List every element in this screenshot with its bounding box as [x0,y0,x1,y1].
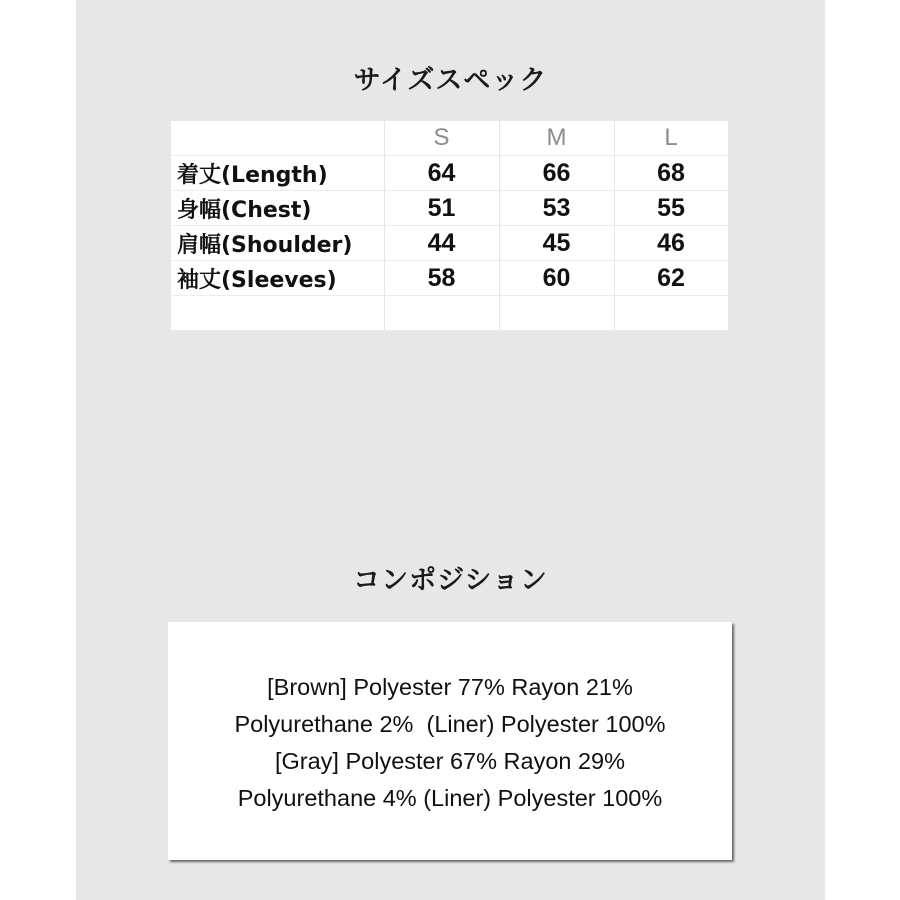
size-header-m: M [499,121,614,156]
table-cell: 66 [499,156,614,191]
empty-cell [171,296,384,331]
composition-line: [Gray] Polyester 67% Rayon 29% [274,748,626,774]
row-label-length: 着丈(Length) [171,156,384,191]
product-info-panel [76,0,825,900]
composition-heading: コンポジション [353,565,548,596]
table-cell: 53 [499,191,614,226]
size-header-blank [171,121,384,156]
table-cell: 45 [499,226,614,261]
table-cell: 62 [614,261,728,296]
table-cell: 68 [614,156,728,191]
table-cell: 58 [384,261,499,296]
row-label-shoulder: 肩幅(Shoulder) [171,226,384,261]
table-cell: 44 [384,226,499,261]
composition-line: [Brown] Polyester 77% Rayon 21% [267,674,633,700]
table-row [171,226,728,261]
empty-cell [614,296,728,331]
composition-text [168,669,732,817]
empty-cell [384,296,499,331]
table-row [171,156,728,191]
size-spec-heading: サイズスペック [353,65,548,96]
row-label-chest: 身幅(Chest) [171,191,384,226]
composition-line: Polyurethane 2% (Liner) Polyester 100% [234,711,666,737]
size-spec-table [171,121,729,331]
table-cell: 64 [384,156,499,191]
composition-box [168,622,732,860]
table-row [171,261,728,296]
table-cell: 55 [614,191,728,226]
table-cell: 46 [614,226,728,261]
empty-cell [499,296,614,331]
row-label-sleeves: 袖丈(Sleeves) [171,261,384,296]
size-header-row [171,121,728,156]
size-header-l: L [614,121,728,156]
table-cell: 51 [384,191,499,226]
table-row [171,191,728,226]
table-row-empty [171,296,728,331]
table-cell: 60 [499,261,614,296]
composition-line: Polyurethane 4% (Liner) Polyester 100% [237,785,663,811]
size-header-s: S [384,121,499,156]
